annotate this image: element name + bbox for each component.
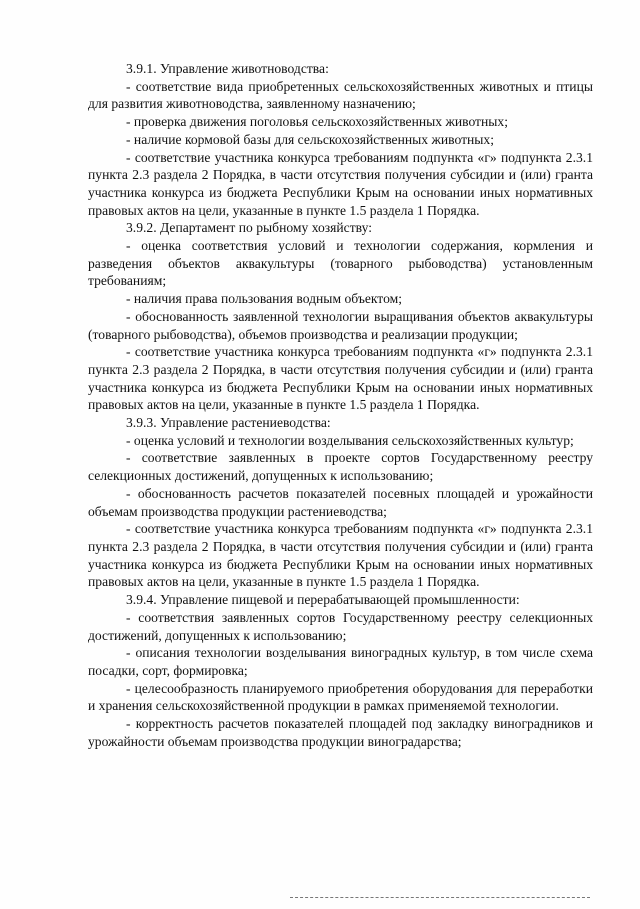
list-item: - обоснованность заявленной технологии выращивания объектов аквакультуры (товарного рыбоводства), объемов производства и реализации продукции; <box>88 308 593 342</box>
list-item: - проверка движения поголовья сельскохозяйственных животных; <box>126 114 508 130</box>
list-item: - соответствия заявленных сортов Государственному реестру селекционных достижений, допущенных к использованию; <box>88 609 593 643</box>
section-heading: 3.9.4. Управление пищевой и перерабатывающей промышленности: <box>126 592 520 608</box>
list-item: - описания технологии возделывания виноградных культур, в том числе схема посадки, сорт, формировка; <box>88 645 593 678</box>
list-item: - соответствие участника конкурса требованиям подпункта «г» подпункта 2.3.1 пункта 2.3 раздела 2 Порядка, в части отсутствия получения субсидии и (или) гранта участника конкурса из бюджета Республики Крым на основании иных нормативных правовых актов на цели, указанные в пункте 1.5 раздела 1 Порядка. <box>88 149 593 218</box>
list-item: - соответствие участника конкурса требованиям подпункта «г» подпункта 2.3.1 пункта 2.3 раздела 2 Порядка, в части отсутствия получения субсидии и (или) гранта участника конкурса из бюджета Республики Крым на основании иных нормативных правовых актов на цели, указанные в пункте 1.5 раздела 1 Порядка. <box>88 521 593 590</box>
list-item: - целесообразность планируемого приобретения оборудования для переработки и хранения сельскохозяйственной продукции в рамках применяемой технологии. <box>88 680 593 714</box>
section-heading: 3.9.1. Управление животноводства: <box>126 61 329 76</box>
list-item: - корректность расчетов показателей площадей под закладку виноградников и урожайности объемам производства продукции виноградарства; <box>88 716 593 749</box>
list-item: - обоснованность расчетов показателей посевных площадей и урожайности объемам производства продукции растениеводства; <box>88 485 593 519</box>
list-item: - наличие кормовой базы для сельскохозяйственных животных; <box>126 131 495 147</box>
list-item: - оценка соответствия условий и технологии содержания, кормления и разведения объектов аквакультуры (товарного рыбоводства) установленным требованиям; <box>88 238 593 289</box>
list-item: - наличия права пользования водным объектом; <box>126 291 402 307</box>
list-item: - соответствие участника конкурса требованиям подпункта «г» подпункта 2.3.1 пункта 2.3 раздела 2 Порядка, в части отсутствия получения субсидии и (или) гранта участника конкурса из бюджета Республики Крым на основании иных нормативных правовых актов на цели, указанные в пункте 1.5 раздела 1 Порядка. <box>88 344 593 413</box>
bottom-rule <box>290 897 590 898</box>
section-heading: 3.9.3. Управление растениеводства: <box>126 415 331 431</box>
list-item: - соответствие заявленных в проекте сортов Государственному реестру селекционных достижений, допущенных к использованию; <box>88 450 593 484</box>
document-body <box>88 60 593 750</box>
section-heading: 3.9.2. Департамент по рыбному хозяйству: <box>126 220 372 236</box>
list-item: - оценка условий и технологии возделывания сельскохозяйственных культур; <box>126 432 574 448</box>
list-item: - соответствие вида приобретенных сельскохозяйственных животных и птицы для развития животноводства, заявленному назначению; <box>88 78 593 112</box>
